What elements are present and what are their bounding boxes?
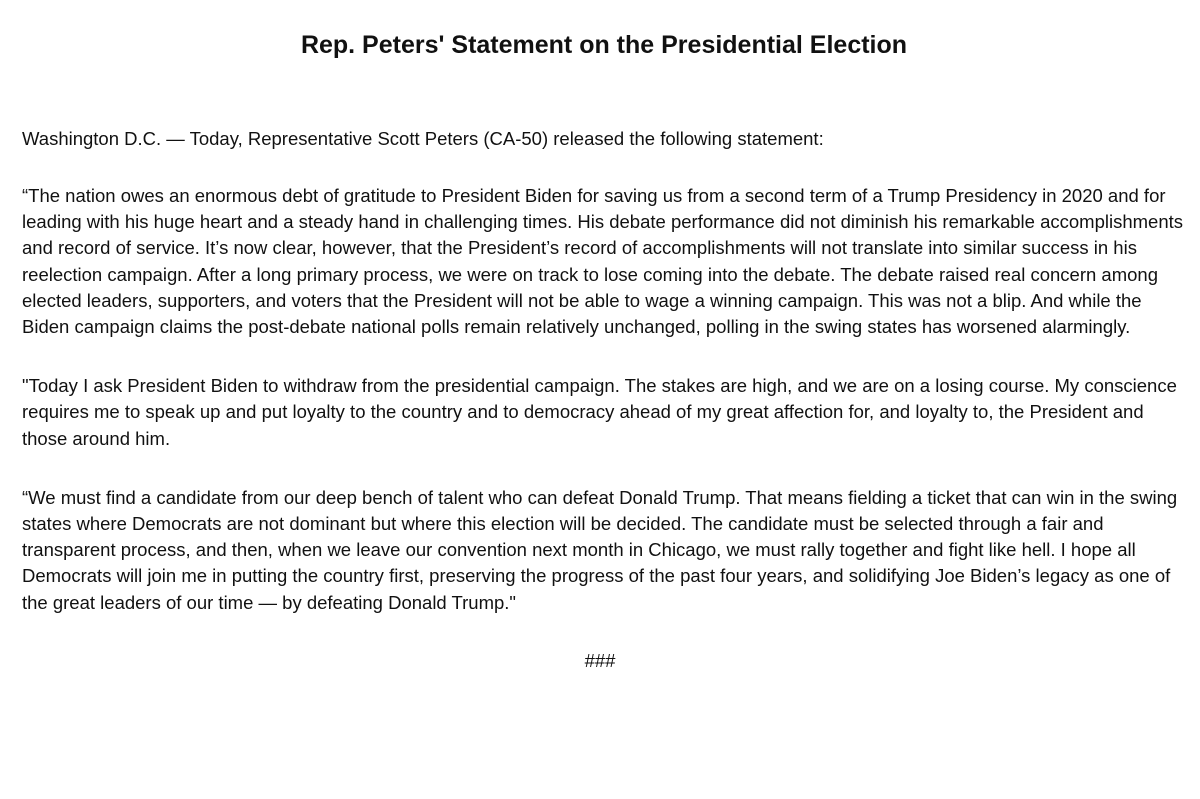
statement-paragraph-2: "Today I ask President Biden to withdraw from the presidential campaign. The stakes are high, and we are on a losing course. My conscience requires me to speak up and put loyalty to the country and to democracy ahead of my great affection for, and loyalty to, the President and those around him. [22, 375, 1177, 449]
statement-paragraph-3: “We must find a candidate from our deep bench of talent who can defeat Donald Trump. That means fielding a ticket that can win in the swing states where Democrats are not dominant but where this election will be decided. The candidate must be selected through a fair and transparent process, and then, when we leave our convention next month in Chicago, we must rally together and fight like hell. I hope all Democrats will join me in putting the country first, preserving the progress of the past four years, and solidifying Joe Biden’s legacy as one of the great leaders of our time — by defeating Donald Trump." [22, 486, 1178, 613]
statement-paragraph-1: “The nation owes an enormous debt of gratitude to President Biden for saving us from a second term of a Trump Presidency in 2020 and for leading with his huge heart and a steady hand in challenging times. His debate performance did not diminish his remarkable accomplishments and record of service. It’s now clear, however, that the President’s record of accomplishments will not translate into similar success in his reelection campaign. After a long primary process, we were on track to lose coming into the debate. The debate raised real concern among elected leaders, supporters, and voters that the President will not be able to wage a winning campaign. This was not a blip. And while the Biden campaign claims the post-debate national polls remain relatively unchanged, polling in the swing states has worsened alarmingly. [22, 185, 1184, 338]
end-mark: ### [584, 649, 616, 671]
page-title: Rep. Peters' Statement on the Presidential Election [300, 31, 908, 59]
dateline-paragraph: Washington D.C. — Today, Representative Scott Peters (CA-50) released the following statement: [22, 128, 824, 149]
